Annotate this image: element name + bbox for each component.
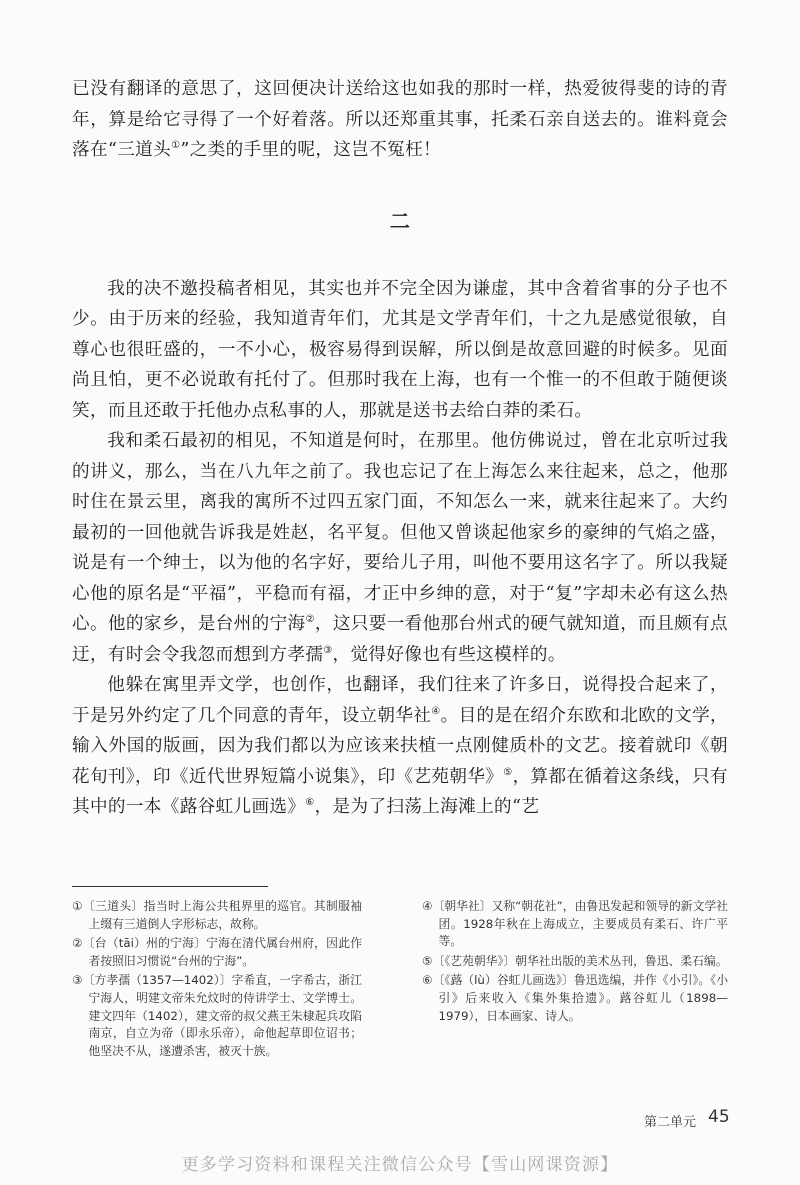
paragraph [72, 670, 728, 823]
footnote: ②〔台（tāi）州的宁海〕宁海在清代属台州府，因此作者按照旧习惯说“台州的宁海”。 [72, 936, 362, 968]
footnote: ①〔三道头〕指当时上海公共租界里的巡官。其制服袖上缀有三道倒人字形标志，故称。 [72, 899, 362, 931]
text-run: ，算都在循着这条线，只有其中的一本《蕗谷虹儿画选》 [72, 766, 728, 817]
page-number: 45 [708, 1107, 730, 1127]
unit-label: 第二单元 [644, 1115, 697, 1130]
footnote: ⑤〔《艺苑朝华》〕朝华社出版的美术丛刊，鲁迅、柔石编。 [422, 953, 728, 968]
footnote: ③〔方孝孺（1357—1402）〕字希直，一字希古，浙江宁海人，明建文帝朱允炆时的侍讲学士、文学博士。建文四年（1402），建文帝的叔父燕王朱棣起兵攻陷南京，自立为帝（即永乐帝），命他起草即位诏书；他坚决不从，遂遭杀害，被灭十族。 [72, 973, 362, 1058]
text-run: 已没有翻译的意思了，这回便决计送给这也如我的那时一样，热爱彼得斐的诗的青年，算是给它寻得了一个好着落。所以还郑重其事，托柔石亲自送去的。谁料竟会落在“三道头 [72, 79, 728, 160]
footnote-ref: ④ [431, 705, 441, 717]
paragraph [72, 426, 728, 670]
footnote-ref: ① [171, 140, 181, 151]
text-run: 。目的是在绍介东欧和北欧的文学，输入外国的版画，因为我们都以为应该来扶植一点刚健质朴的文艺。接着就印《朝花旬刊》，印《近代世界短篇小说集》，印《艺苑朝华》 [72, 705, 728, 787]
paragraph-continued [72, 74, 728, 166]
footnote-ref: ⑥ [305, 797, 315, 808]
footnote-ref: ⑤ [503, 766, 513, 778]
text-run: 我和柔石最初的相见，不知道是何时，在那里。他仿佛说过，曾在北京听过我的讲义，那么，当在八九年之前了。我也忘记了在上海怎么来往起来，总之，他那时住在景云里，离我的寓所不过四五家门面，不知怎么一来，就来往起来了。大约最初的一回他就告诉我是姓赵，名平复。但他又曾谈起他家乡的豪绅的气焰之盛，说是有一个绅士，以为他的名字好，要给儿子用，叫他不要用这名字了。所以我疑心他的原名是“平福”，平稳而有福，才正中乡绅的意，对于“复”字却未必有这么热心。他的家乡，是台州的宁海 [72, 431, 728, 634]
section-title: 二 [389, 208, 411, 233]
main-text [72, 74, 728, 823]
footnotes-left-column [72, 898, 362, 1062]
footnotes-right-column [422, 898, 728, 1027]
watermark-text: 更多学习资料和课程关注微信公众号【雪山网课资源】 [181, 1155, 619, 1175]
text-run: 他躲在寓里弄文学，也创作，也翻译，我们往来了许多日，说得投合起来了，于是另外约定了几个同意的青年，设立朝华社 [72, 675, 728, 726]
paragraph: 我的决不邀投稿者相见，其实也并不完全因为谦虚，其中含着省事的分子也不少。由于历来的经验，我知道青年们，尤其是文学青年们，十之九是感觉很敏，自尊心也很旺盛的，一不小心，极容易得到误解，所以倒是故意回避的时候多。见面尚且怕，更不必说敢有托付了。但那时我在上海，也有一个惟一的不但敢于随便谈笑，而且还敢于托他办点私事的人，那就是送书去给白莽的柔石。 [72, 278, 728, 421]
footnote: ⑥〔《蕗（lù）谷虹儿画选》〕鲁迅选编，并作《小引》。《小引》后来收入《集外集拾遗》。蕗谷虹儿（1898—1979），日本画家、诗人。 [422, 973, 728, 1023]
footnote-ref: ③ [323, 644, 333, 656]
footnote: ④〔朝华社〕又称“朝花社”，由鲁迅发起和领导的新文学社团。1928年秋在上海成立，主要成员有柔石、许广平等。 [422, 899, 728, 949]
text-run: ，是为了扫荡上海滩上的“艺 [314, 797, 540, 817]
footnote-ref: ② [305, 614, 315, 625]
text-run: ，觉得好像也有些这模样的。 [332, 644, 566, 665]
text-run: ，这只要一看他那台州式的硬气就知道，而且颇有点迂，有时会令我忽而想到方孝孺 [72, 614, 728, 665]
footnote-divider [72, 886, 268, 887]
text-run: ”之类的手里的呢，这岂不冤枉！ [180, 140, 441, 160]
